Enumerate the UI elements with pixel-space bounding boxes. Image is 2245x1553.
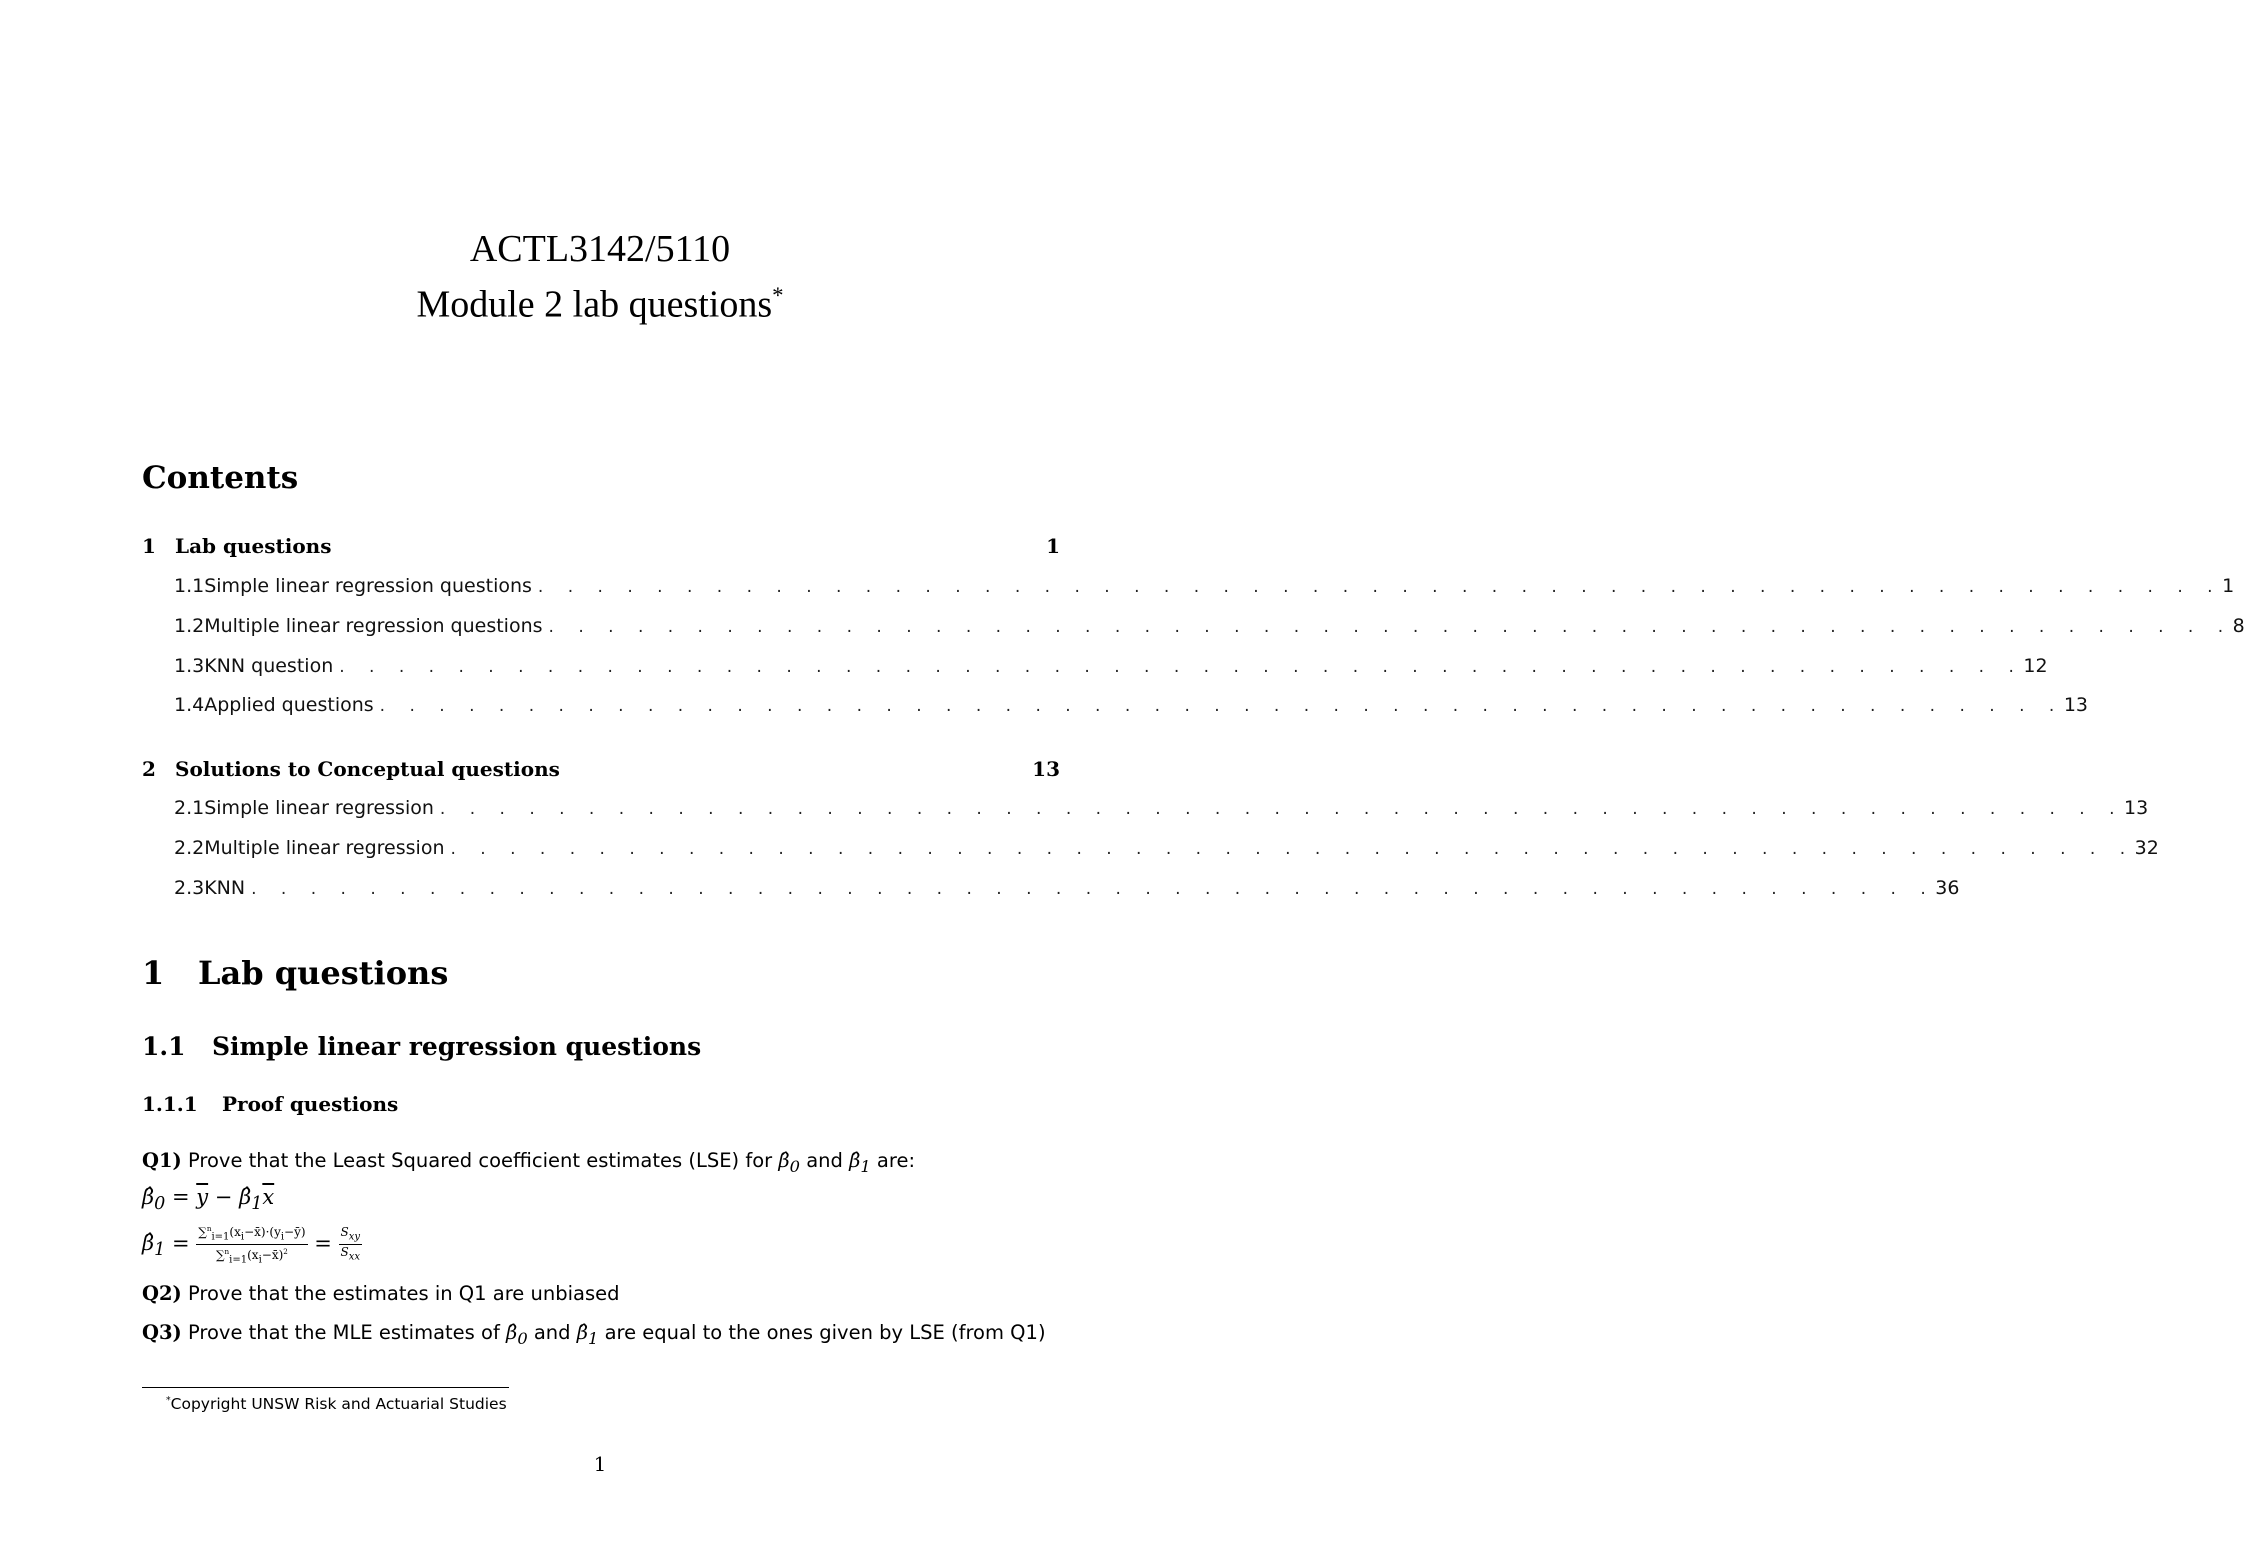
beta0-symbol: $\betâ_0$	[506, 1321, 528, 1348]
equation-beta0: $\betâ_0 = \overline{y}$ − $\betâ_1\overline{x}$	[142, 1185, 275, 1215]
contents-heading: Contents	[142, 460, 299, 496]
toc-leader-dots: . . . . . . . . . . . . . . . . . . . . . . . . . . . . . . . . . . . . . . . . . . . . . . . . . . . . . . . . .	[450, 839, 2135, 859]
footnote-text: Copyright UNSW Risk and Actuarial Studies	[170, 1395, 507, 1414]
section-1-1-heading	[142, 1032, 701, 1061]
toc-section-page: 1	[1046, 534, 1060, 558]
toc-leader-dots: . . . . . . . . . . . . . . . . . . . . . . . . . . . . . . . . . . . . . . . . . . . . . . . . . . . . . . . . .	[251, 879, 1936, 899]
toc-section-number: 2	[142, 757, 156, 781]
toc-entry-number: 2.2	[174, 837, 205, 859]
toc-entry-1-3[interactable]	[174, 655, 2048, 685]
toc-entry-1-4[interactable]	[174, 694, 2088, 724]
fraction-sxy-sxx: $\frac{S_{xy}}{S_{xx}}$	[340, 1225, 361, 1263]
toc-entry-label: KNN	[204, 877, 246, 899]
toc-entry-number: 2.1	[174, 797, 205, 819]
toc-entry-2-1[interactable]	[174, 797, 2149, 827]
question-2	[142, 1280, 1060, 1307]
toc-entry-page: 12	[2023, 655, 2048, 677]
toc-entry-page: 36	[1935, 877, 1960, 899]
toc-entry-page: 32	[2134, 837, 2159, 859]
question-1	[142, 1147, 1060, 1180]
document-title: ACTL3142/5110	[469, 228, 731, 270]
question-text: Prove that the Least Squared coefficient estimates (LSE) for	[187, 1149, 773, 1172]
section-title: Proof questions	[222, 1092, 399, 1116]
section-1-heading	[142, 954, 448, 992]
equation-beta1: $\betâ_1$ = $\frac{\sum^n_{i=1}(x_i-x̄)\cdot(y_i-ȳ)}{\sum^n_{i=1}(x_i-x̄)^2}$ = $\frac{S_{xy}}{S_{xx}}$	[142, 1224, 361, 1266]
section-title: Lab questions	[198, 954, 449, 992]
footnote-marker: *	[166, 1395, 171, 1406]
section-title: Simple linear regression questions	[212, 1032, 702, 1061]
toc-entry-number: 1.1	[174, 575, 205, 597]
toc-entry-label: KNN question	[204, 655, 334, 677]
section-number: 1	[142, 954, 165, 992]
question-text: and	[533, 1321, 571, 1344]
toc-leader-dots: . . . . . . . . . . . . . . . . . . . . . . . . . . . . . . . . . . . . . . . . . . . . . . . . . . . . . . . . .	[379, 696, 2064, 716]
toc-section-number: 1	[142, 534, 156, 558]
question-text: Prove that the MLE estimates of	[187, 1321, 500, 1344]
beta1-symbol: $\betâ_1$	[576, 1321, 599, 1348]
question-label: Q3)	[142, 1321, 182, 1344]
document-subtitle	[0, 272, 1200, 329]
question-3	[142, 1319, 1060, 1352]
toc-entry-2-2[interactable]	[174, 837, 2159, 867]
toc-entry-1-2[interactable]	[174, 615, 2245, 645]
toc-entry-2-3[interactable]	[174, 877, 1960, 907]
beta1-symbol: $\betâ_1$	[849, 1149, 871, 1176]
toc-entry-label: Simple linear regression	[204, 797, 434, 819]
section-1-1-1-heading	[142, 1092, 398, 1116]
toc-section-label: Lab questions	[175, 534, 332, 558]
toc-entry-page: 13	[2063, 694, 2088, 716]
toc-leader-dots: . . . . . . . . . . . . . . . . . . . . . . . . . . . . . . . . . . . . . . . . . . . . . . . . . . . . . . . . .	[537, 577, 2223, 597]
toc-entry-page: 1	[2222, 575, 2235, 597]
footnote-rule	[142, 1387, 509, 1388]
footnote-marker: *	[772, 283, 784, 308]
toc-entry-number: 1.4	[174, 694, 205, 716]
question-label: Q2)	[142, 1282, 182, 1305]
toc-entry-number: 1.3	[174, 655, 205, 677]
toc-section-1[interactable]	[142, 534, 1060, 564]
toc-entry-label: Applied questions	[204, 694, 374, 716]
section-number: 1.1.1	[142, 1092, 198, 1116]
fraction-lse: $\frac{\sum^n_{i=1}(x_i-x̄)\cdot(y_i-ȳ)}{\sum^n_{i=1}(x_i-x̄)^2}$	[198, 1224, 306, 1266]
page-number: 1	[593, 1452, 607, 1476]
subtitle-text: Module 2 lab questions	[416, 283, 773, 326]
toc-leader-dots: . . . . . . . . . . . . . . . . . . . . . . . . . . . . . . . . . . . . . . . . . . . . . . . . . . . . . . . . .	[439, 799, 2125, 819]
toc-entry-1-1[interactable]	[174, 575, 2235, 605]
question-text: are:	[876, 1149, 916, 1172]
toc-leader-dots: . . . . . . . . . . . . . . . . . . . . . . . . . . . . . . . . . . . . . . . . . . . . . . . . . . . . . . . . .	[339, 657, 2024, 677]
question-text: and	[806, 1149, 843, 1172]
question-label: Q1)	[142, 1149, 182, 1172]
toc-entry-number: 1.2	[174, 615, 205, 637]
toc-entry-label: Multiple linear regression questions	[204, 615, 543, 637]
toc-entry-label: Multiple linear regression	[204, 837, 445, 859]
toc-section-page: 13	[1032, 757, 1060, 781]
question-text: Prove that the estimates in Q1 are unbiased	[187, 1282, 620, 1305]
toc-section-2[interactable]	[142, 757, 1060, 787]
question-text: are equal to the ones given by LSE (from Q1)	[604, 1321, 1046, 1344]
toc-entry-page: 8	[2232, 615, 2245, 637]
toc-section-label: Solutions to Conceptual questions	[175, 757, 560, 781]
toc-entry-page: 13	[2124, 797, 2149, 819]
toc-entry-number: 2.3	[174, 877, 205, 899]
footnote	[166, 1395, 507, 1413]
section-number: 1.1	[142, 1032, 186, 1061]
toc-leader-dots: . . . . . . . . . . . . . . . . . . . . . . . . . . . . . . . . . . . . . . . . . . . . . . . . . . . . . . . . .	[548, 617, 2233, 637]
toc-entry-label: Simple linear regression questions	[204, 575, 532, 597]
beta0-symbol: $\betâ_0$	[778, 1149, 800, 1176]
